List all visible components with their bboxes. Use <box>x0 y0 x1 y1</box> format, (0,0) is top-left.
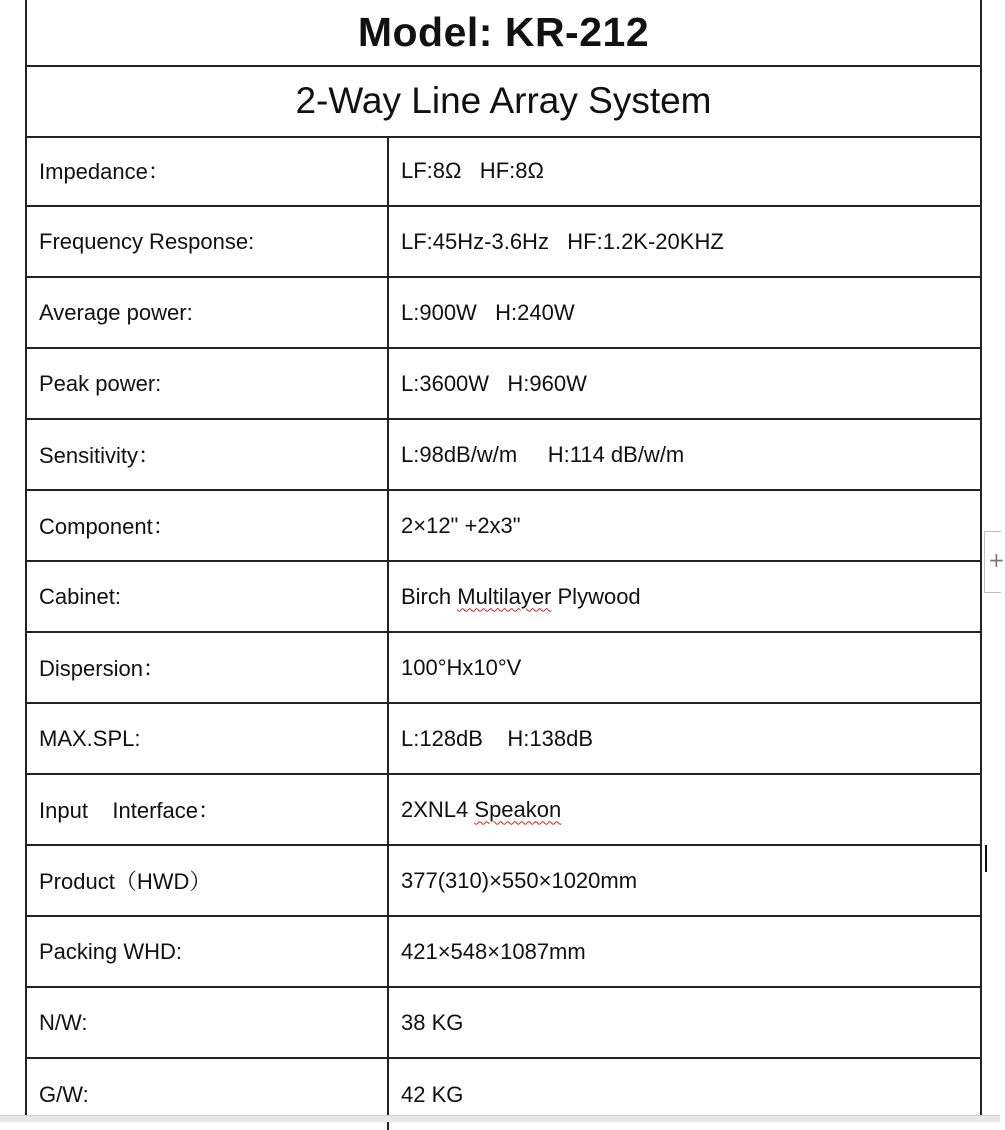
spec-value: 421×548×1087mm <box>401 938 586 964</box>
spec-value <box>389 775 980 844</box>
spec-label: N/W: <box>27 988 389 1057</box>
spec-row-net-weight <box>27 988 980 1059</box>
model-title: Model: KR-212 <box>27 0 980 67</box>
text-cursor <box>985 845 987 872</box>
spec-label: Impedance： <box>27 136 389 205</box>
spec-row-packing-dimensions <box>27 917 980 988</box>
spec-value: 100°Hx10°V <box>401 654 522 680</box>
spec-label: Sensitivity： <box>27 420 389 489</box>
spec-value-prefix: 2XNL4 <box>401 796 475 822</box>
spellcheck-marked-word: Multilayer <box>457 583 552 609</box>
spec-row-cabinet <box>27 562 980 633</box>
spec-label: Packing WHD: <box>27 917 389 986</box>
spec-row-peak-power <box>27 349 980 420</box>
spec-value: L:128dB H:138dB <box>401 725 594 751</box>
spec-label: MAX.SPL: <box>27 704 389 773</box>
plus-icon[interactable]: + <box>988 548 1005 572</box>
spec-label: Input Interface： <box>27 775 389 844</box>
spec-value: 2×12" +2x3" <box>401 512 521 538</box>
spec-value: L:98dB/w/m H:114 dB/w/m <box>401 441 685 467</box>
spec-label: Dispersion： <box>27 633 389 702</box>
spec-row-component <box>27 491 980 562</box>
spec-value: LF:45Hz-3.6Hz HF:1.2K-20KHZ <box>401 228 724 254</box>
spec-label: Average power: <box>27 278 389 347</box>
spec-row-dispersion <box>27 633 980 704</box>
spec-label: Frequency Response: <box>27 207 389 276</box>
spec-label: Product（HWD） <box>27 846 389 915</box>
spec-label: Component： <box>27 491 389 560</box>
spec-value: 38 KG <box>401 1009 464 1035</box>
spec-row-input-interface <box>27 775 980 846</box>
spec-row-average-power <box>27 278 980 349</box>
spec-row-product-dimensions <box>27 846 980 917</box>
spec-row-sensitivity <box>27 420 980 491</box>
spec-value: LF:8Ω HF:8Ω <box>401 157 544 183</box>
spec-table <box>27 136 980 1130</box>
spellcheck-marked-word: Speakon <box>474 796 562 822</box>
page-bottom-edge <box>0 1115 1000 1122</box>
system-subtitle: 2-Way Line Array System <box>27 65 980 138</box>
spec-row-max-spl <box>27 704 980 775</box>
spec-label: G/W: <box>27 1059 389 1130</box>
spec-value-prefix: Birch <box>401 583 458 609</box>
spec-row-frequency-response <box>27 207 980 278</box>
spec-label: Cabinet: <box>27 562 389 631</box>
spec-value: L:900W H:240W <box>401 299 575 325</box>
spec-value-suffix: Plywood <box>551 583 641 609</box>
spec-value: 42 KG <box>401 1081 464 1107</box>
spec-row-impedance <box>27 136 980 207</box>
spec-value: 377(310)×550×1020mm <box>401 867 638 893</box>
spec-value: L:3600W H:960W <box>401 370 587 396</box>
spec-label: Peak power: <box>27 349 389 418</box>
spec-sheet <box>25 0 982 1116</box>
spec-value <box>389 562 980 631</box>
